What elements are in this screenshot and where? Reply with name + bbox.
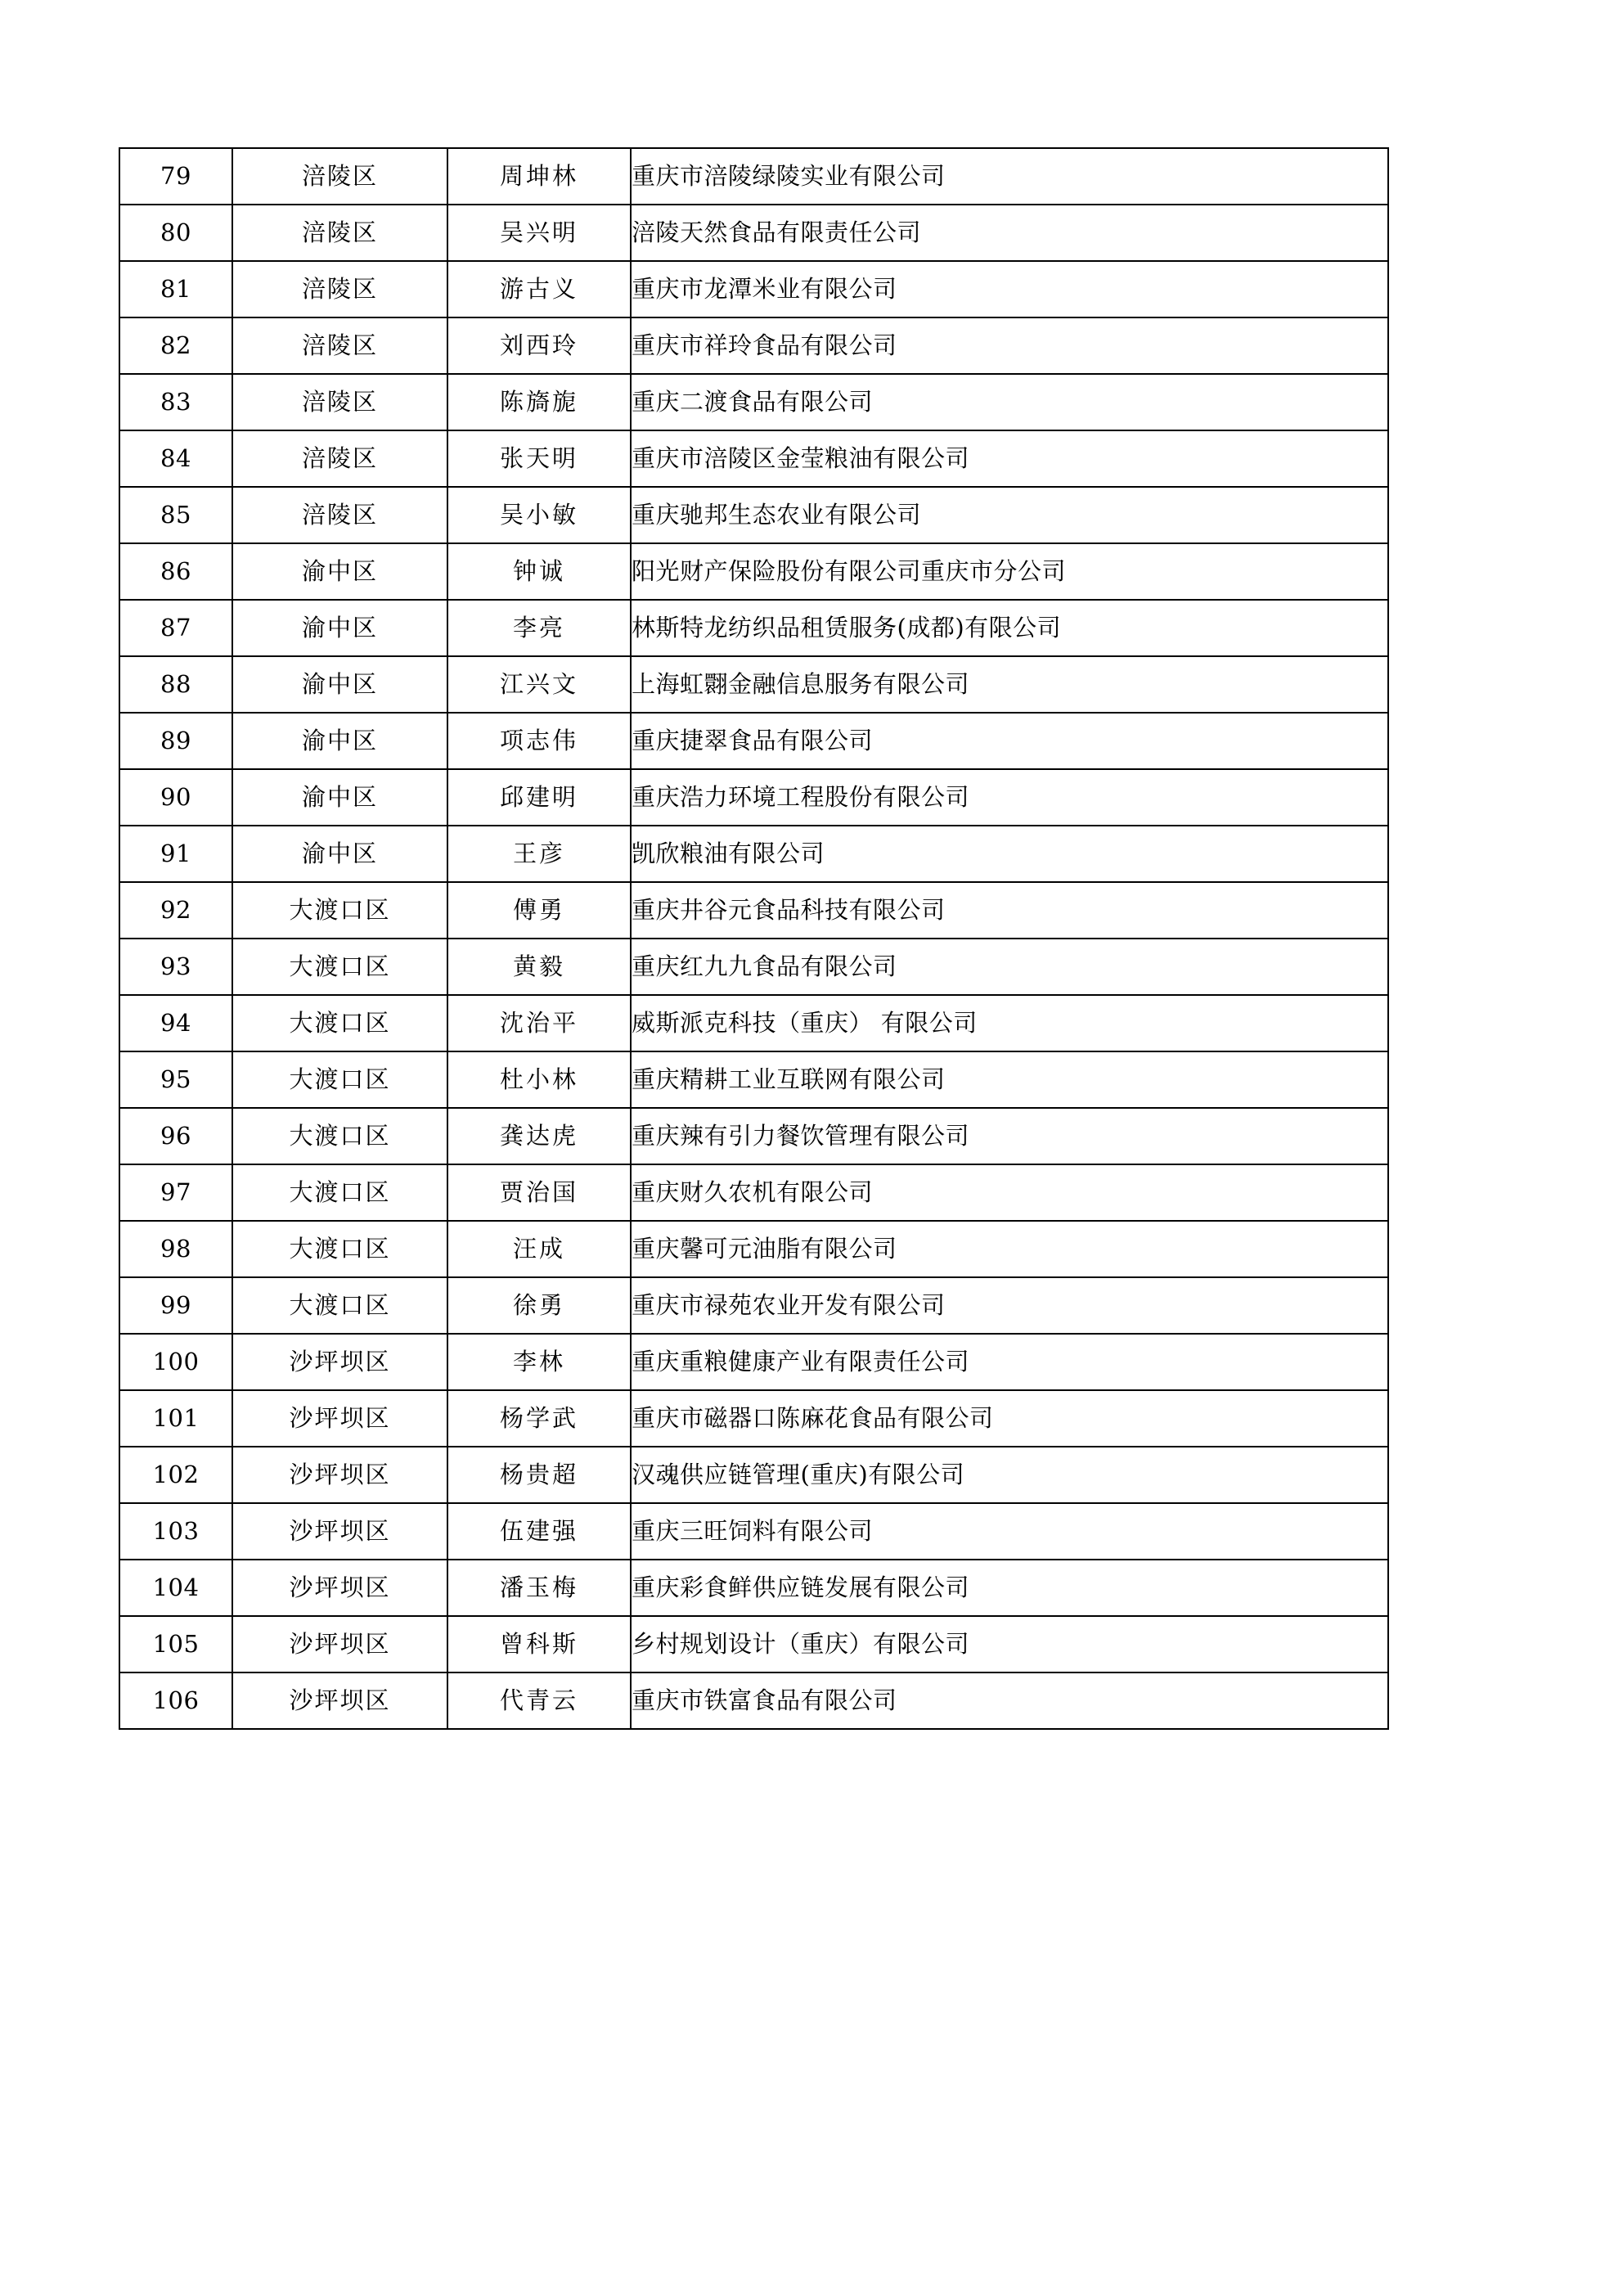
row-district-cell: 涪陵区 — [232, 430, 447, 487]
row-name-cell: 张天明 — [447, 430, 631, 487]
row-company-cell: 重庆二渡食品有限公司 — [631, 374, 1388, 430]
table-row — [119, 1390, 1388, 1447]
table-row — [119, 656, 1388, 713]
table-row — [119, 1616, 1388, 1672]
row-index-cell: 89 — [119, 713, 232, 769]
row-district-cell: 涪陵区 — [232, 261, 447, 317]
row-company-cell: 重庆财久农机有限公司 — [631, 1164, 1388, 1221]
row-district-cell: 涪陵区 — [232, 374, 447, 430]
row-index-cell: 85 — [119, 487, 232, 543]
row-district-cell: 涪陵区 — [232, 148, 447, 205]
row-name-cell: 周坤林 — [447, 148, 631, 205]
roster-table-container — [119, 147, 1387, 1730]
table-row — [119, 374, 1388, 430]
row-index-cell: 87 — [119, 600, 232, 656]
row-district-cell: 沙坪坝区 — [232, 1616, 447, 1672]
row-name-cell: 汪成 — [447, 1221, 631, 1277]
row-district-cell: 涪陵区 — [232, 317, 447, 374]
row-district-cell: 大渡口区 — [232, 1051, 447, 1108]
row-index-cell: 104 — [119, 1560, 232, 1616]
row-index-cell: 79 — [119, 148, 232, 205]
row-company-cell: 重庆浩力环境工程股份有限公司 — [631, 769, 1388, 826]
row-company-cell: 重庆市祥玲食品有限公司 — [631, 317, 1388, 374]
row-company-cell: 重庆市涪陵区金莹粮油有限公司 — [631, 430, 1388, 487]
table-row — [119, 826, 1388, 882]
row-name-cell: 王彦 — [447, 826, 631, 882]
table-row — [119, 1672, 1388, 1729]
row-company-cell: 乡村规划设计（重庆）有限公司 — [631, 1616, 1388, 1672]
row-name-cell: 吴小敏 — [447, 487, 631, 543]
table-row — [119, 205, 1388, 261]
row-index-cell: 90 — [119, 769, 232, 826]
row-index-cell: 88 — [119, 656, 232, 713]
table-row — [119, 1503, 1388, 1560]
row-name-cell: 伍建强 — [447, 1503, 631, 1560]
row-company-cell: 重庆市禄苑农业开发有限公司 — [631, 1277, 1388, 1334]
row-company-cell: 重庆市龙潭米业有限公司 — [631, 261, 1388, 317]
row-name-cell: 邱建明 — [447, 769, 631, 826]
row-company-cell: 凯欣粮油有限公司 — [631, 826, 1388, 882]
row-index-cell: 101 — [119, 1390, 232, 1447]
row-company-cell: 重庆馨可元油脂有限公司 — [631, 1221, 1388, 1277]
row-index-cell: 82 — [119, 317, 232, 374]
row-company-cell: 重庆市铁富食品有限公司 — [631, 1672, 1388, 1729]
row-company-cell: 重庆三旺饲料有限公司 — [631, 1503, 1388, 1560]
row-index-cell: 105 — [119, 1616, 232, 1672]
row-company-cell: 重庆捷翠食品有限公司 — [631, 713, 1388, 769]
row-name-cell: 代青云 — [447, 1672, 631, 1729]
row-company-cell: 重庆市涪陵绿陵实业有限公司 — [631, 148, 1388, 205]
table-row — [119, 1164, 1388, 1221]
row-company-cell: 涪陵天然食品有限责任公司 — [631, 205, 1388, 261]
row-company-cell: 重庆辣有引力餐饮管理有限公司 — [631, 1108, 1388, 1164]
row-index-cell: 95 — [119, 1051, 232, 1108]
row-index-cell: 97 — [119, 1164, 232, 1221]
row-name-cell: 钟诚 — [447, 543, 631, 600]
table-row — [119, 882, 1388, 939]
row-index-cell: 83 — [119, 374, 232, 430]
row-district-cell: 大渡口区 — [232, 939, 447, 995]
table-row — [119, 1334, 1388, 1390]
table-row — [119, 317, 1388, 374]
roster-table-body — [119, 148, 1388, 1729]
row-district-cell: 大渡口区 — [232, 1164, 447, 1221]
row-district-cell: 涪陵区 — [232, 205, 447, 261]
row-district-cell: 沙坪坝区 — [232, 1334, 447, 1390]
row-company-cell: 重庆重粮健康产业有限责任公司 — [631, 1334, 1388, 1390]
row-district-cell: 大渡口区 — [232, 1221, 447, 1277]
row-index-cell: 86 — [119, 543, 232, 600]
row-district-cell: 大渡口区 — [232, 1277, 447, 1334]
row-district-cell: 沙坪坝区 — [232, 1672, 447, 1729]
row-index-cell: 91 — [119, 826, 232, 882]
row-name-cell: 项志伟 — [447, 713, 631, 769]
table-row — [119, 543, 1388, 600]
row-district-cell: 渝中区 — [232, 543, 447, 600]
table-row — [119, 1277, 1388, 1334]
row-name-cell: 潘玉梅 — [447, 1560, 631, 1616]
row-company-cell: 重庆红九九食品有限公司 — [631, 939, 1388, 995]
row-company-cell: 威斯派克科技（重庆） 有限公司 — [631, 995, 1388, 1051]
row-company-cell: 汉魂供应链管理(重庆)有限公司 — [631, 1447, 1388, 1503]
row-name-cell: 吴兴明 — [447, 205, 631, 261]
row-name-cell: 江兴文 — [447, 656, 631, 713]
row-district-cell: 渝中区 — [232, 600, 447, 656]
row-index-cell: 93 — [119, 939, 232, 995]
table-row — [119, 600, 1388, 656]
row-index-cell: 99 — [119, 1277, 232, 1334]
row-name-cell: 李亮 — [447, 600, 631, 656]
row-district-cell: 大渡口区 — [232, 1108, 447, 1164]
table-row — [119, 1560, 1388, 1616]
roster-table — [119, 147, 1389, 1730]
row-index-cell: 84 — [119, 430, 232, 487]
table-row — [119, 769, 1388, 826]
row-district-cell: 涪陵区 — [232, 487, 447, 543]
table-row — [119, 995, 1388, 1051]
table-row — [119, 939, 1388, 995]
row-name-cell: 李林 — [447, 1334, 631, 1390]
row-district-cell: 渝中区 — [232, 713, 447, 769]
row-company-cell: 重庆彩食鲜供应链发展有限公司 — [631, 1560, 1388, 1616]
row-district-cell: 渝中区 — [232, 656, 447, 713]
row-company-cell: 重庆精耕工业互联网有限公司 — [631, 1051, 1388, 1108]
table-row — [119, 430, 1388, 487]
row-district-cell: 渝中区 — [232, 769, 447, 826]
row-name-cell: 徐勇 — [447, 1277, 631, 1334]
row-district-cell: 沙坪坝区 — [232, 1390, 447, 1447]
row-name-cell: 龚达虎 — [447, 1108, 631, 1164]
row-name-cell: 杨贵超 — [447, 1447, 631, 1503]
row-index-cell: 92 — [119, 882, 232, 939]
row-index-cell: 96 — [119, 1108, 232, 1164]
row-company-cell: 重庆驰邦生态农业有限公司 — [631, 487, 1388, 543]
table-row — [119, 1447, 1388, 1503]
row-company-cell: 林斯特龙纺织品租赁服务(成都)有限公司 — [631, 600, 1388, 656]
row-district-cell: 沙坪坝区 — [232, 1560, 447, 1616]
row-name-cell: 傅勇 — [447, 882, 631, 939]
table-row — [119, 261, 1388, 317]
row-index-cell: 81 — [119, 261, 232, 317]
row-name-cell: 刘西玲 — [447, 317, 631, 374]
table-row — [119, 1108, 1388, 1164]
row-name-cell: 曾科斯 — [447, 1616, 631, 1672]
row-index-cell: 80 — [119, 205, 232, 261]
row-district-cell: 大渡口区 — [232, 995, 447, 1051]
table-row — [119, 713, 1388, 769]
row-district-cell: 大渡口区 — [232, 882, 447, 939]
row-index-cell: 106 — [119, 1672, 232, 1729]
row-district-cell: 渝中区 — [232, 826, 447, 882]
row-name-cell: 杨学武 — [447, 1390, 631, 1447]
row-company-cell: 上海虹翾金融信息服务有限公司 — [631, 656, 1388, 713]
table-row — [119, 487, 1388, 543]
row-company-cell: 阳光财产保险股份有限公司重庆市分公司 — [631, 543, 1388, 600]
row-district-cell: 沙坪坝区 — [232, 1503, 447, 1560]
row-name-cell: 杜小林 — [447, 1051, 631, 1108]
row-name-cell: 沈治平 — [447, 995, 631, 1051]
row-index-cell: 103 — [119, 1503, 232, 1560]
table-row — [119, 1221, 1388, 1277]
row-company-cell: 重庆市磁器口陈麻花食品有限公司 — [631, 1390, 1388, 1447]
row-name-cell: 陈旖旎 — [447, 374, 631, 430]
row-name-cell: 游古义 — [447, 261, 631, 317]
row-index-cell: 102 — [119, 1447, 232, 1503]
table-row — [119, 1051, 1388, 1108]
row-index-cell: 100 — [119, 1334, 232, 1390]
row-company-cell: 重庆井谷元食品科技有限公司 — [631, 882, 1388, 939]
row-index-cell: 98 — [119, 1221, 232, 1277]
row-index-cell: 94 — [119, 995, 232, 1051]
row-name-cell: 贾治国 — [447, 1164, 631, 1221]
row-name-cell: 黄毅 — [447, 939, 631, 995]
row-district-cell: 沙坪坝区 — [232, 1447, 447, 1503]
table-row — [119, 148, 1388, 205]
